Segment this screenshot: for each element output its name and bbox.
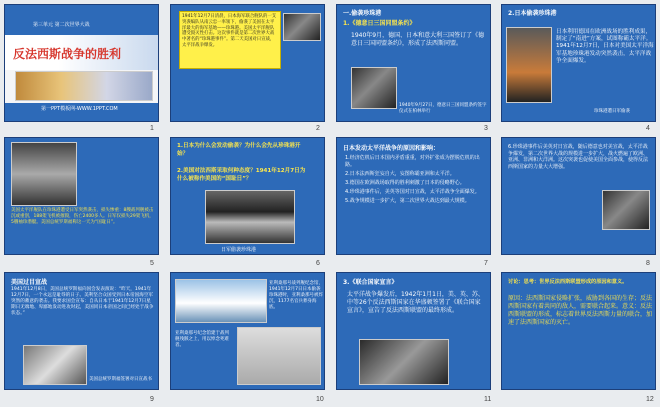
section-heading: 美国过目宣战 xyxy=(11,279,48,286)
slide-5[interactable] xyxy=(4,137,159,255)
photo-caption: 珍珠港遭日军偷袭 xyxy=(594,109,630,114)
signing-photo xyxy=(351,67,397,109)
photo-caption: 日军偷袭珍珠港 xyxy=(221,247,257,253)
section-heading: 3.《联合国家宣言》 xyxy=(343,279,398,286)
chapter-label: 第三单元 第二次世界大战 xyxy=(33,22,90,28)
slide-number: 9 xyxy=(150,396,154,403)
slide-title: 反法西斯战争的胜利 xyxy=(13,47,122,61)
body-text: 日本利用德国在欧洲战场的胜利成果，制定了“南进”方案，试图称霸太平洋。1941年12月7日，日本对美国太平洋海军基地珍珠港发动突然袭击，太平洋战争全面爆发。 xyxy=(556,29,654,64)
body-text: 6.珍珠港事件后美英对日宣战，随后德意也对美宣战，太平洋战争爆发，第二次世界大战的规模进一步扩大，战火燃遍了欧洲、亚洲、非洲和大洋洲。这次突袭也促使美国全面参战，使得反法西斯国家的力量大大增强。 xyxy=(508,144,649,170)
slide-number: 3 xyxy=(484,125,488,132)
explosion-photo xyxy=(506,27,552,103)
footer-text: 第一PPT模板网-WWW.1PPT.COM xyxy=(41,106,118,112)
sub-heading: 1.《德意日三国同盟条约》 xyxy=(343,20,416,27)
question-1: 1.日本为什么会发动偷袭？为什么会先从珍珠港开始？ xyxy=(177,143,301,157)
body-text: 1940年9月，德国、日本和意大利三国签订了《德意日三国同盟条约》，形成了法西斯同盟。 xyxy=(351,32,485,47)
slide-7[interactable] xyxy=(336,137,491,255)
body-text: 1941年12月8日，美国总统罗斯福向国会发表演说：“昨天，1941年12月7日，一个永远是耻辱的日子。美利坚合众国受到日本帝国海空军突然的蓄意的袭击。我要求国会宣布：自从日本于1941年12月7日星期日无端地、卑鄙地发动进攻时起，美国同日本帝国之间已经处于战争状态。” xyxy=(11,287,154,316)
slide-number: 12 xyxy=(646,396,654,403)
slide-10[interactable] xyxy=(170,272,325,390)
list-item: 1.经济危机后日本国内矛盾重重，对外扩张成为摆脱危机的出路。 xyxy=(345,155,480,168)
question-2: 2.美国对法西斯采取何种态度？1941年12月7日为什么被称作美国的“国耻日”？ xyxy=(177,168,306,182)
slide-number: 10 xyxy=(316,396,324,403)
section-heading: 一.偷袭珍珠港 xyxy=(343,10,382,17)
pearl-harbor-photo xyxy=(283,13,321,41)
photo-caption: 美国太平洋舰队在珍珠港遭受日军突然袭击，损失惨重：8艘战列舰被击沉或重创，188架飞机被摧毁，伤亡2400多人。日军仅损失29架飞机，5艘袖珍潜艇。美国总统罗斯福称这一天为“国耻日”。 xyxy=(11,208,154,225)
photo-caption-2: 亚利桑那号纪念馆建于战列舰残骸之上，用以悼念死难者。 xyxy=(175,331,229,348)
slide-3[interactable] xyxy=(336,4,491,122)
memorial-photo xyxy=(175,279,267,323)
battleship-photo xyxy=(11,142,77,206)
reason-list xyxy=(345,155,485,205)
discussion-question: 讨论：思考：世界反法西斯联盟形成的原因和意义。 xyxy=(508,279,628,285)
slide-number: 11 xyxy=(484,396,492,403)
slide-number: 7 xyxy=(484,260,488,267)
body-text: 1941年12月7日清晨，日本海军联合舰队的一支突袭编队从南云忠一率领下，偷袭了美国在太平洋最大的海军基地——珍珠港。美国太平洋舰队遭受毁灭性打击。这次事件就是第二次世界大战中著名的“珍珠港事件”。第二天美国对日宣战，太平洋战争爆发。 xyxy=(182,14,277,48)
attack-photo xyxy=(205,190,295,244)
slide-number: 8 xyxy=(646,260,650,267)
slide-4[interactable] xyxy=(501,4,656,122)
slide-number: 4 xyxy=(646,125,650,132)
collage-image xyxy=(15,71,153,101)
section-heading: 2.日本偷袭珍珠港 xyxy=(508,10,557,17)
slide-2[interactable] xyxy=(170,4,325,122)
roosevelt-photo xyxy=(23,345,87,385)
slide-number: 2 xyxy=(316,125,320,132)
signing-photo xyxy=(359,339,449,385)
ship-photo xyxy=(602,190,650,230)
slide-9[interactable] xyxy=(4,272,159,390)
list-item: 5.战争规模进一步扩大，第二次世界大战达到最大规模。 xyxy=(345,198,470,204)
discussion-answer: 原因：法西斯国家侵略扩张，威胁到各国的生存；反法西斯国家有着共同的敌人，需要联合起来。意义：反法西斯联盟的形成，标志着世界反法西斯力量的联合，加速了法西斯国家的灭亡。 xyxy=(508,295,653,326)
slide-number: 1 xyxy=(150,125,154,132)
list-item: 4.珍珠港事件后，美英等国对日宣战，太平洋战争全面爆发。 xyxy=(345,189,480,195)
list-item: 2.日本法西斯狂妄自大，妄图称霸亚洲和太平洋。 xyxy=(345,171,455,177)
names-wall-photo xyxy=(237,327,321,385)
slide-1[interactable] xyxy=(4,4,159,122)
photo-caption-1: 亚利桑那号战列舰纪念馆，1941年12月7日日本偷袭珍珠港时，亚利桑那号被炸沉，1177名官兵葬身海底。 xyxy=(269,281,323,310)
slide-number: 6 xyxy=(316,260,320,267)
list-item: 3.德国在欧洲战场取得的胜利刺激了日本的侵略野心。 xyxy=(345,180,465,186)
photo-caption: 1940年9月27日，德意日三国同盟条约签字仪式在柏林举行 xyxy=(399,103,487,114)
slide-6[interactable] xyxy=(170,137,325,255)
body-text: 太平洋战争爆发后，1942年1月1日，美、英、苏、中等26个反法西斯国家在华盛顿签署了《联合国家宣言》，宣告了反法西斯联盟的最终形成。 xyxy=(347,291,484,314)
text-box xyxy=(179,11,281,69)
slide-8[interactable] xyxy=(501,137,656,255)
slide-number: 5 xyxy=(150,260,154,267)
section-heading: 日本发动太平洋战争的原因和影响： xyxy=(343,145,440,152)
slide-11[interactable] xyxy=(336,272,491,390)
slide-12[interactable] xyxy=(501,272,656,390)
photo-caption: 美国总统罗斯福签署对日宣战书 xyxy=(89,377,152,382)
